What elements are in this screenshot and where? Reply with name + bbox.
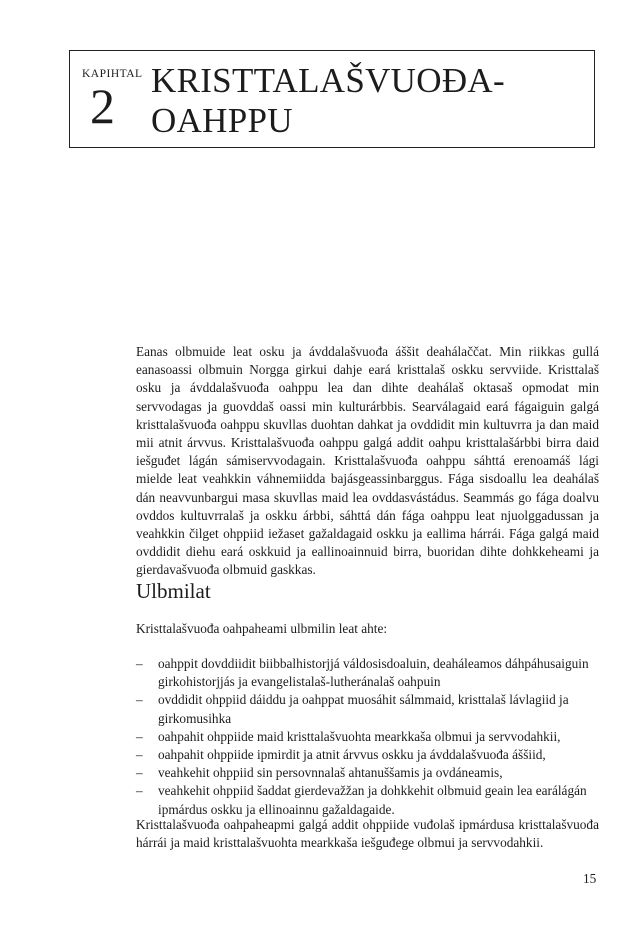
list-item-text: ovddidit ohppiid dáiddu ja oahppat muosáhit sálmmaid, kristtalaš lávlagiid ja girkomusihka — [158, 692, 569, 726]
list-dash: – — [136, 656, 143, 671]
list-item — [136, 655, 599, 691]
goals-list — [136, 655, 599, 819]
list-item — [136, 691, 599, 727]
chapter-number: 2 — [90, 78, 115, 134]
list-dash: – — [136, 765, 143, 781]
list-item — [136, 764, 599, 782]
page-number: 15 — [583, 871, 597, 886]
list-item-text: oahppit dovddiidit biibbalhistorjjá váldosisdoaluin, deahálеamos dáhpáhusaiguin girkohistorjjás ja evangelistalaš-lutheránalaš oahpuin — [158, 656, 589, 690]
intro-paragraph: Eanas olbmuide leat osku ja ávddalašvuođa áššit deahálaččat. Min riikkas gullá eanasoassi olbmuin Norgga girkui dahje eará kristtalaš oskku servviide. Kristtalaš osku ja ávddalašvuođa oahppu lea dan dihte deahálaš oktasaš opmodat min servvodagas ja guovddaš oassi min kulturárbbis. Searválagaid eará fágaiguin galgá kristtalašvuođa oahppu skuvllas duohtan dahkat ja ovddidit min kultuvrra ja dan maid mii atnit árvvus. Kristtalašvuođa oahppu galgá addit oahpu kristtalašárbbi birra daid iešguđet lágán sámiservvodagain. Kristtalašvuođa oahppu sáhttá erenoamáš lági mielde leat veahkkin váhnemiidda bajásgeassinbarggus. Fága sisdoallu lea deahálaš dán neavvunbargui masa skuvllas maid lea ovddasvástádus. Seammás go fága doalvu ovddos kultuvrralaš ja oskku árbbi, sáhttá dán fága oahppu leat njuolggadussan ja veahkkin čilget ohppiid iežaset gažaldagaid oskku ja eallima hárrái. Fága galgá maid ovddidit diehu eará oskkuid ja eallinoainnuid birra, buoridan dihte dohkkeheami ja gierdavašvuođa olbmuid gaskkas. — [136, 344, 599, 578]
chapter-title-line-2: OAHPPU — [151, 101, 293, 140]
section-heading: Ulbmilat — [136, 579, 211, 603]
list-dash: – — [136, 783, 143, 799]
section-lead: Kristtalašvuođa oahpaheami ulbmilin leat ahte: — [136, 621, 388, 636]
list-item — [136, 746, 599, 764]
closing-paragraph: Kristtalašvuođa oahpaheapmi galgá addit ohppiide vuđolaš ipmárdusa kristtalašvuođa hárrái ja maid kristtalašvuohta mearkkaša iešguđege olbmui ja servvodahkii. — [136, 817, 599, 851]
chapter-label: KAPIHTAL — [82, 68, 143, 80]
list-item-text: veahkehit ohppiid šaddat gierdevažžan ja dohkkehit olbmuid geain lea earálágán ipmárdus oskku ja ellinoainnu gažaldagaide. — [158, 783, 587, 817]
chapter-header — [69, 50, 595, 148]
list-dash: – — [136, 692, 143, 708]
list-item-text: oahpahit ohppiide ipmirdit ja atnit árvvus oskku ja ávddalašvuođa áššiid, — [158, 747, 546, 763]
chapter-title-line-1: KRISTTALAŠVUOĐA- — [151, 61, 505, 100]
list-item-text: oahpahit ohppiide maid kristtalašvuohta mearkkaša olbmui ja servvodahkii, — [158, 728, 561, 744]
list-item-text: veahkehit ohppiid sin persovnnalaš ahtanuššamis ja ovdáneamis, — [158, 765, 503, 781]
list-dash: – — [136, 747, 143, 763]
list-dash: – — [136, 728, 143, 744]
list-item — [136, 728, 599, 746]
chapter-title — [151, 61, 505, 141]
list-item — [136, 782, 599, 818]
